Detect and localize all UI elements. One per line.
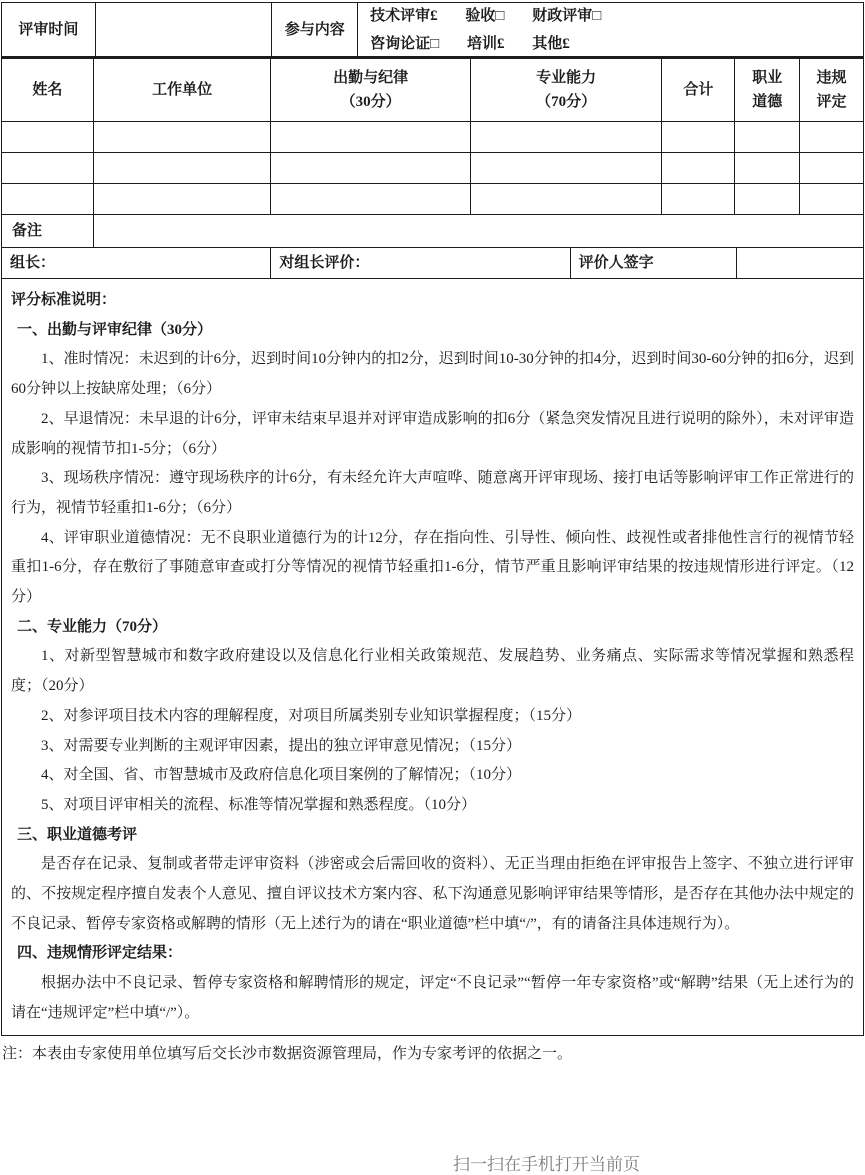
- checkbox-acceptance[interactable]: 验收□: [465, 7, 505, 24]
- header-attendance-line1: 出勤与纪律: [333, 70, 409, 86]
- header-name: [2, 59, 94, 122]
- header-name-text: 姓名: [32, 82, 63, 98]
- signature-input[interactable]: [737, 248, 863, 279]
- total-cell[interactable]: [662, 184, 735, 215]
- header-violation-line1: 违规: [816, 70, 847, 86]
- section1-item: 4、评审职业道德情况：无不良职业道德行为的计12分，存在指向性、引导性、倾向性、歧视性或者排他性言行的视情节轻重扣1-6分，存在敷衍了事随意审查或打分等情况的视情节轻重扣1-6分，情节严重且影响评审结果的按违规情形进行评定。（12分）: [11, 529, 854, 606]
- table-row: [1, 184, 864, 215]
- header-violation-line2: 评定: [816, 94, 847, 110]
- violation-cell[interactable]: [800, 153, 863, 184]
- name-cell[interactable]: [2, 153, 94, 184]
- signer-label: 评价人签字: [571, 248, 738, 279]
- name-cell[interactable]: [2, 122, 94, 153]
- checkbox-consultation[interactable]: 咨询论证□: [370, 35, 440, 52]
- participation-options-line2: [370, 30, 594, 58]
- violation-cell[interactable]: [800, 122, 863, 153]
- work-unit-cell[interactable]: [94, 122, 272, 153]
- leader-eval-field[interactable]: 对组长评价：: [271, 248, 570, 279]
- section4-body: 根据办法中不良记录、暂停专家资格和解聘情形的规定，评定“不良记录”“暂停一年专家资格”或“解聘”结果（无上述行为的请在“违规评定”栏中填“/”）。: [11, 975, 854, 1021]
- scan-hint-text: 扫一扫在手机打开当前页: [453, 1155, 640, 1174]
- section2-item: 4、对全国、省、市智慧城市及政府信息化项目案例的了解情况；（10分）: [41, 767, 522, 784]
- header-professional-ability-line2: （70分）: [536, 94, 597, 110]
- header-work-unit-text: 工作单位: [152, 82, 213, 98]
- section2-item: 5、对项目评审相关的流程、标准等情况掌握和熟悉程度。（10分）: [41, 796, 477, 813]
- checkbox-financial-review[interactable]: 财政评审□: [532, 7, 602, 24]
- total-cell[interactable]: [662, 122, 735, 153]
- leader-row: [1, 248, 864, 279]
- ability-score-cell[interactable]: [471, 122, 663, 153]
- section2-item: 1、对新型智慧城市和数字政府建设以及信息化行业相关政策规范、发展趋势、业务痛点、实际需求等情况掌握和熟悉程度；（20分）: [11, 648, 854, 695]
- participation-options-line1: [370, 2, 625, 30]
- header-ethics-line1: 职业: [752, 70, 783, 86]
- ability-score-cell[interactable]: [471, 184, 663, 215]
- section2-title: 二、专业能力（70分）: [17, 618, 168, 635]
- attendance-score-cell[interactable]: [271, 153, 471, 184]
- evaluation-table: [1, 2, 864, 1065]
- work-unit-cell[interactable]: [94, 153, 272, 184]
- ethics-cell[interactable]: [735, 122, 800, 153]
- section3-title: 三、职业道德考评: [17, 826, 138, 843]
- header-ethics: [735, 59, 800, 122]
- review-time-label: 评审时间: [2, 3, 96, 59]
- header-ethics-line2: 道德: [752, 94, 783, 110]
- section4-title: 四、违规情形评定结果：: [17, 945, 183, 962]
- header-attendance: [271, 59, 471, 122]
- table-row: [1, 122, 864, 153]
- participation-options: [358, 3, 863, 59]
- remark-label: 备注: [2, 215, 94, 248]
- form-note: 注：本表由专家使用单位填写后交长沙市数据资源管理局，作为专家考评的依据之一。: [2, 1045, 573, 1062]
- table-row: [1, 153, 864, 184]
- checkbox-technical-review[interactable]: 技术评审£: [370, 7, 438, 24]
- attendance-score-cell[interactable]: [271, 184, 471, 215]
- section1-item: 2、早退情况：未早退的计6分，评审未结束早退并对评审造成影响的扣6分（紧急突发情况且进行说明的除外），未对评审造成影响的视情节扣1-5分；（6分）: [11, 410, 854, 457]
- row-review-time: [1, 2, 864, 59]
- criteria-section: [1, 279, 864, 1036]
- header-professional-ability-line1: 专业能力: [536, 70, 597, 86]
- participation-label: 参与内容: [272, 3, 358, 59]
- checkbox-training[interactable]: 培训£: [466, 35, 505, 52]
- section1-item: 3、现场秩序情况：遵守现场秩序的计6分，有未经允许大声喧哗、随意离开评审现场、接打电话等影响评审工作正常进行的行为，视情节轻重扣1-6分；（6分）: [11, 470, 854, 516]
- section1-item: 1、准时情况：未迟到的计6分，迟到时间10分钟内的扣2分，迟到时间10-30分钟的扣4分，迟到时间30-60分钟的扣6分，迟到60分钟以上按缺席处理；（6分）: [11, 351, 854, 398]
- attendance-score-cell[interactable]: [271, 122, 471, 153]
- ethics-cell[interactable]: [735, 184, 800, 215]
- ability-score-cell[interactable]: [471, 153, 663, 184]
- header-professional-ability: [471, 59, 663, 122]
- section2-item: 2、对参评项目技术内容的理解程度，对项目所属类别专业知识掌握程度；（15分）: [41, 707, 582, 724]
- checkbox-other[interactable]: 其他£: [532, 35, 570, 52]
- header-violation: [800, 59, 863, 122]
- section2-item: 3、对需要专业判断的主观评审因素，提出的独立评审意见情况；（15分）: [41, 737, 522, 754]
- work-unit-cell[interactable]: [94, 184, 272, 215]
- name-cell[interactable]: [2, 184, 94, 215]
- header-total-text: 合计: [683, 82, 714, 98]
- violation-cell[interactable]: [800, 184, 863, 215]
- ethics-cell[interactable]: [735, 153, 800, 184]
- criteria-title: 评分标准说明：: [11, 292, 117, 308]
- review-time-input[interactable]: [96, 3, 273, 59]
- table-header-row: [1, 59, 864, 122]
- total-cell[interactable]: [662, 153, 735, 184]
- leader-field[interactable]: 组长：: [2, 248, 271, 279]
- remark-input[interactable]: [94, 215, 863, 248]
- header-attendance-line2: （30分）: [340, 94, 401, 110]
- remark-row: [1, 215, 864, 248]
- section1-title: 一、出勤与评审纪律（30分）: [17, 321, 213, 338]
- header-work-unit: [94, 59, 272, 122]
- section3-body: 是否存在记录、复制或者带走评审资料（涉密或会后需回收的资料）、无正当理由拒绝在评审报告上签字、不独立进行评审的、不按规定程序擅自发表个人意见、擅自评议技术方案内容、私下沟通意见影响评审结果等情形，是否存在其他办法中规定的不良记录、暂停专家资格或解聘的情形（无上述行为的请在“职业道德”栏中填“/”，有的请备注具体违规行为）。: [11, 856, 854, 932]
- header-total: [662, 59, 735, 122]
